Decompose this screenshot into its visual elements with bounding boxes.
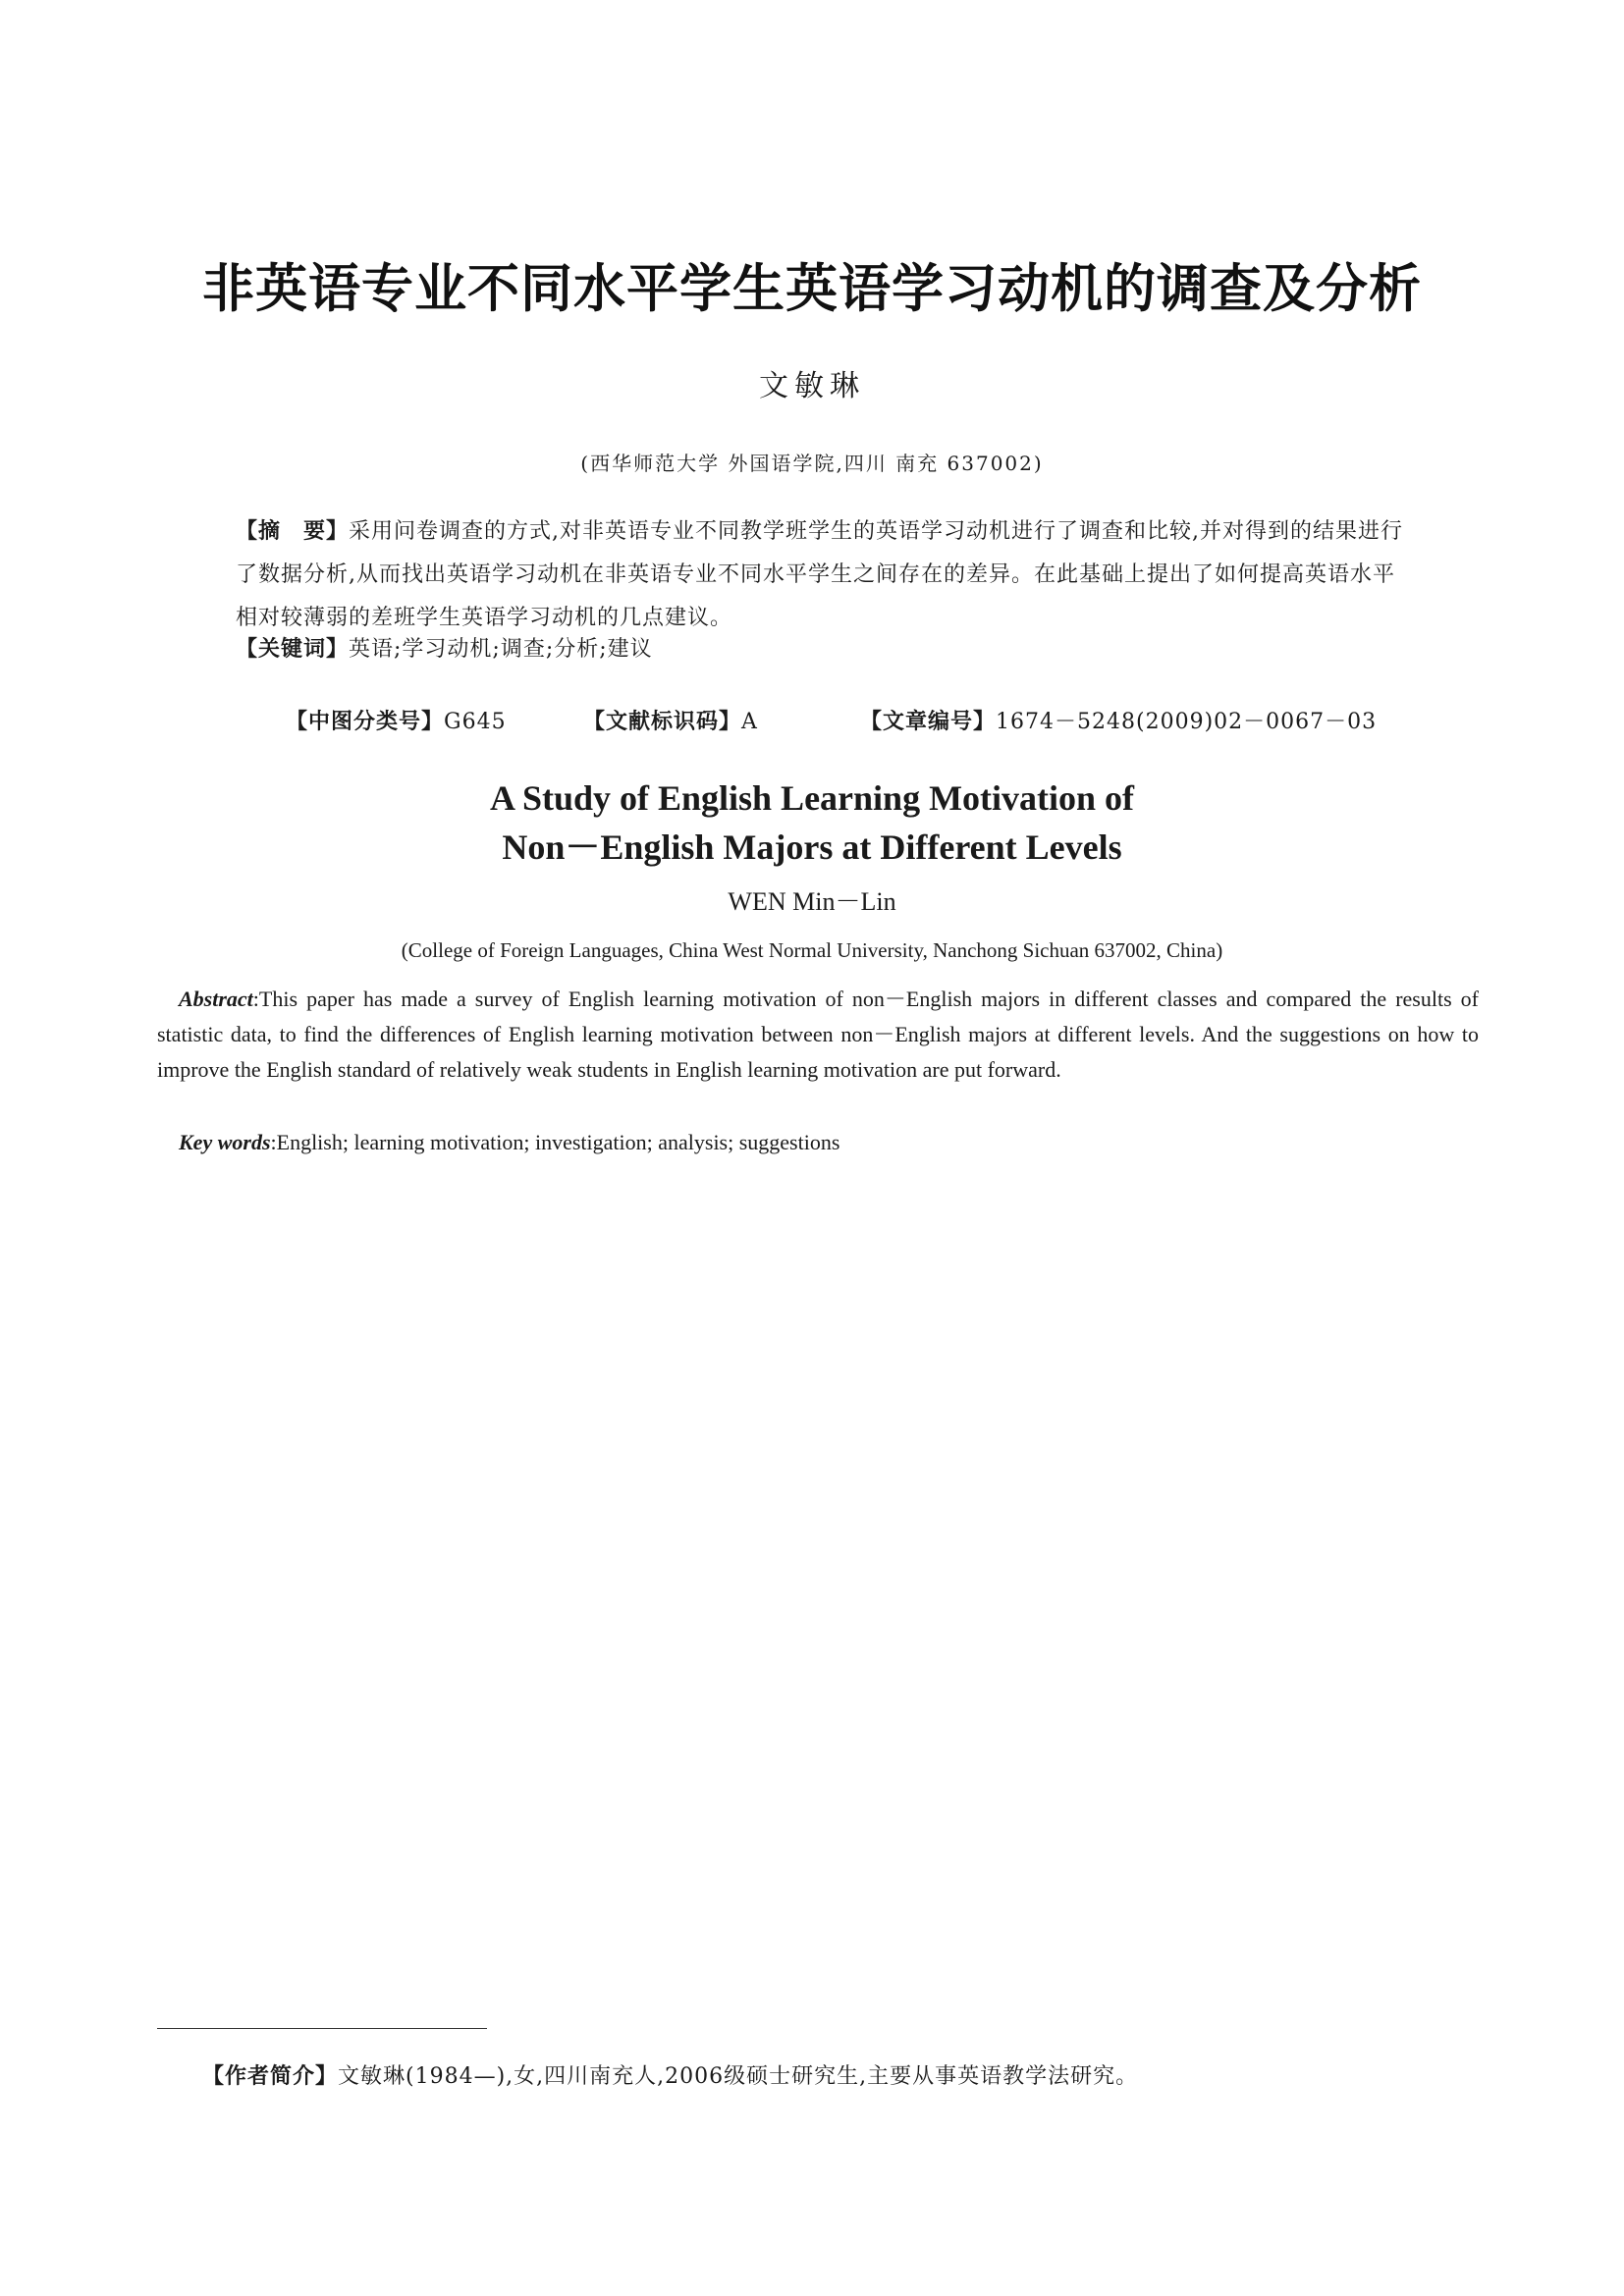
author-footnote-text: 文敏琳(1984—),女,四川南充人,2006级硕士研究生,主要从事英语教学法研究。 xyxy=(338,2064,1139,2089)
document-code-value: A xyxy=(741,710,758,734)
english-title xyxy=(0,774,1624,872)
english-keywords-label: Key words xyxy=(179,1130,271,1154)
english-title-line-2: Non－English Majors at Different Levels xyxy=(502,828,1122,867)
english-abstract-text: This paper has made a survey of English learning motivation of non－English majors in different classes and compared the results of statistic data, to find the differences of English learning motivation between non－English majors at different levels. And the suggestions on how to improve the English standard of relatively weak students in English learning motivation are put forward. xyxy=(157,987,1479,1082)
english-keywords xyxy=(179,1125,1455,1160)
article-number xyxy=(860,705,1377,735)
english-keywords-text: English; learning motivation; investigation; analysis; suggestions xyxy=(276,1130,840,1154)
document-code-label: 【文献标识码】 xyxy=(583,710,742,734)
chinese-abstract xyxy=(236,510,1404,640)
english-affiliation: (College of Foreign Languages, China West Normal University, Nanchong Sichuan 637002, China) xyxy=(401,938,1223,962)
english-abstract-label: Abstract xyxy=(179,987,253,1011)
article-number-value: 1674－5248(2009)02－0067－03 xyxy=(996,710,1378,734)
english-abstract xyxy=(157,982,1479,1088)
clc-label: 【中图分类号】 xyxy=(286,710,445,734)
english-author: WEN Min－Lin xyxy=(728,887,896,916)
article-number-label: 【文章编号】 xyxy=(860,710,997,734)
document-code xyxy=(583,705,758,735)
chinese-keywords-text: 英语;学习动机;调查;分析;建议 xyxy=(349,637,653,662)
author-footnote-label: 【作者简介】 xyxy=(202,2064,339,2089)
chinese-affiliation: (西华师范大学 外国语学院,四川 南充 637002) xyxy=(580,452,1044,475)
chinese-abstract-text: 采用问卷调查的方式,对非英语专业不同教学班学生的英语学习动机进行了调查和比较,并对得到的结果进行了数据分析,从而找出英语学习动机在非英语专业不同水平学生之间存在的差异。在此基础上提出了如何提高英语水平相对较薄弱的差班学生英语学习动机的几点建议。 xyxy=(236,519,1404,630)
chinese-keywords-label: 【关键词】 xyxy=(236,637,350,662)
english-abstract-separator: : xyxy=(252,987,259,1011)
chinese-author: 文敏琳 xyxy=(759,369,865,403)
chinese-keywords xyxy=(236,628,1404,671)
clc-number xyxy=(286,705,507,735)
chinese-title: 非英语专业不同水平学生英语学习动机的调查及分析 xyxy=(202,259,1422,319)
footnote-divider xyxy=(157,2028,487,2029)
clc-value: G645 xyxy=(444,710,507,734)
chinese-abstract-label: 【摘 要】 xyxy=(236,519,350,544)
english-keywords-separator: : xyxy=(270,1130,277,1154)
english-title-line-1: A Study of English Learning Motivation of xyxy=(489,778,1135,818)
author-footnote xyxy=(202,2059,1479,2090)
